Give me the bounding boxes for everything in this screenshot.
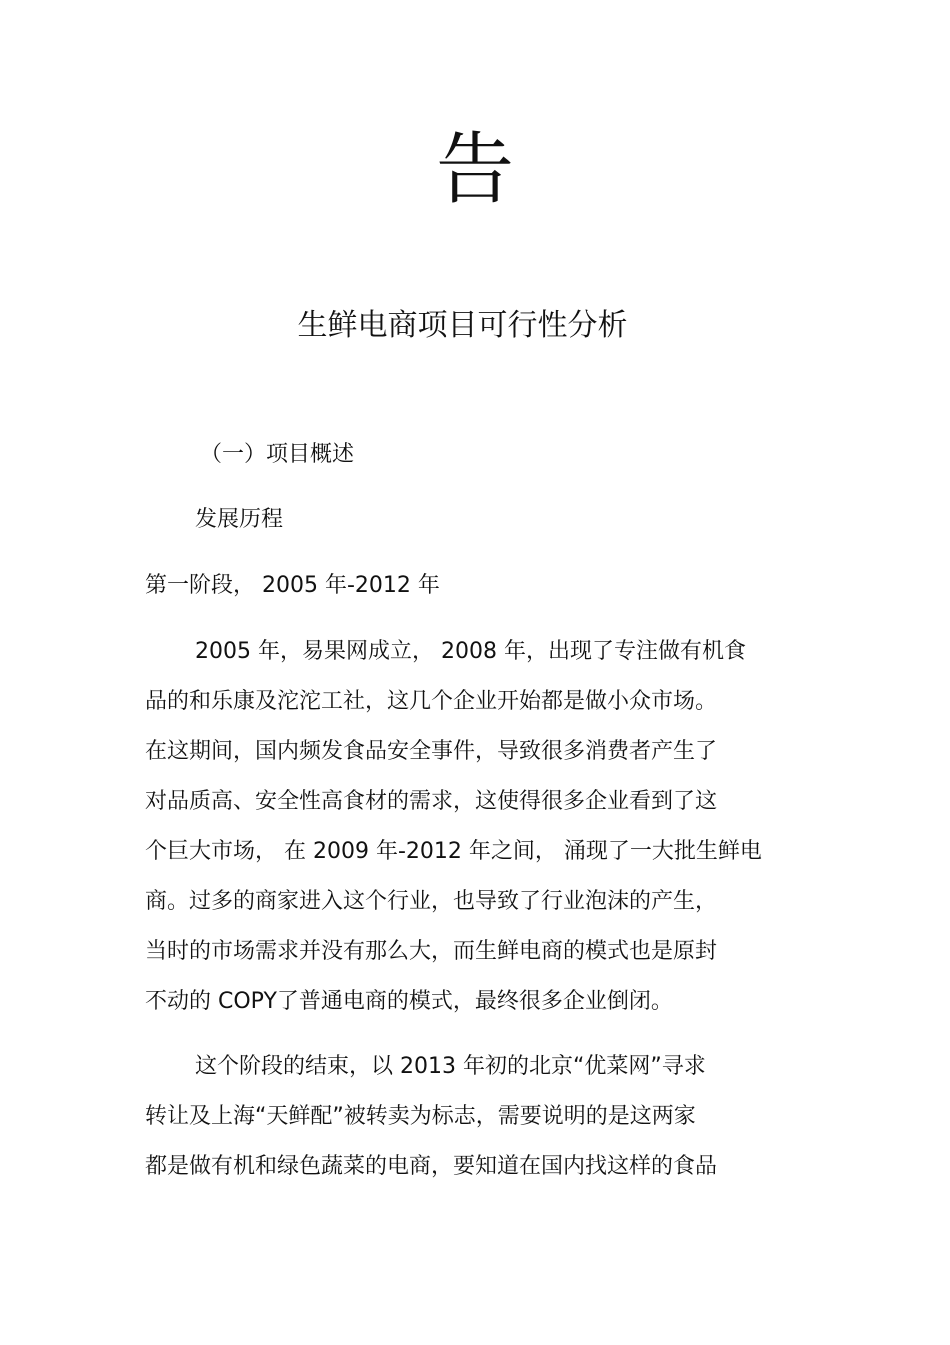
paragraph-line: 对品质高、安全性高食材的需求，这使得很多企业看到了这 [145,789,718,814]
paragraph-line: 转让及上海“天鲜配”被转卖为标志，需要说明的是这两家 [145,1104,696,1129]
heading-character: 告 [435,125,514,215]
paragraph-line: 都是做有机和绿色蔬菜的电商，要知道在国内找这样的食品 [145,1154,718,1179]
paragraph-line: 2005 年，易果网成立， 2008 年，出现了专注做有机食 [195,639,746,664]
stage-heading: 第一阶段， 2005 年-2012 年 [145,573,440,598]
paragraph-line: 商。过多的商家进入这个行业，也导致了行业泡沫的产生， [145,889,718,914]
section-heading: （一）项目概述 [200,442,355,467]
subsection-heading: 发展历程 [195,507,284,532]
document-title: 生鲜电商项目可行性分析 [297,308,628,343]
paragraph-line: 这个阶段的结束，以 2013 年初的北京“优菜网”寻求 [195,1054,706,1079]
paragraph-line: 品的和乐康及沱沱工社，这几个企业开始都是做小众市场。 [145,689,718,714]
paragraph-line: 个巨大市场， 在 2009 年-2012 年之间， 涌现了一大批生鲜电 [145,839,762,864]
paragraph-line: 不动的 COPY了普通电商的模式，最终很多企业倒闭。 [145,989,673,1014]
paragraph-line: 在这期间，国内频发食品安全事件，导致很多消费者产生了 [145,739,718,764]
paragraph-line: 当时的市场需求并没有那么大，而生鲜电商的模式也是原封 [145,939,718,964]
